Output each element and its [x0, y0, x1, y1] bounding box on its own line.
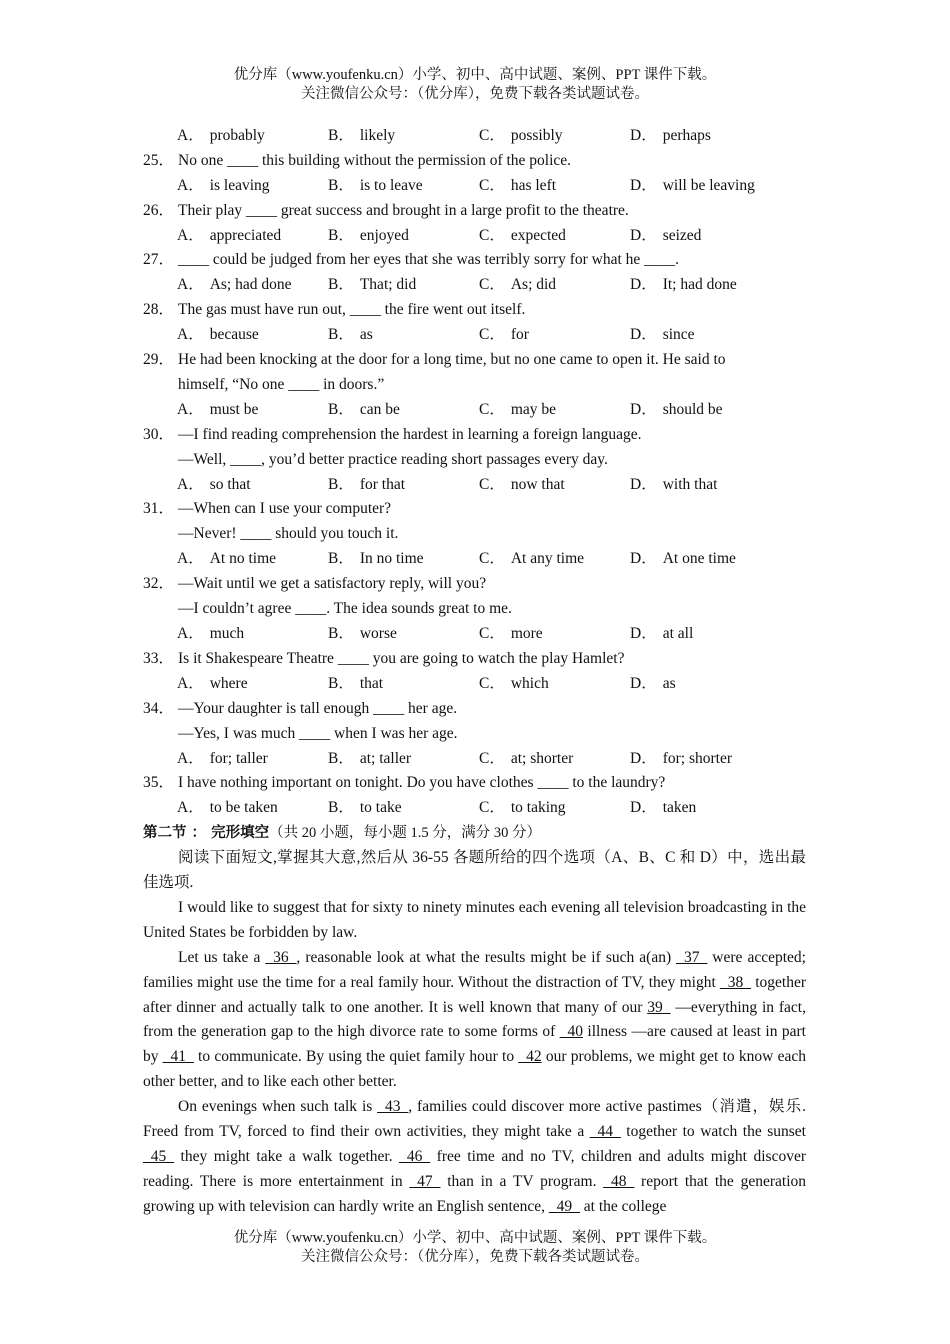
question-options — [143, 796, 806, 821]
option-a: A． for; taller — [177, 749, 268, 767]
question-options — [143, 672, 806, 697]
question-number: 35． — [143, 774, 175, 792]
cloze-blank: _42 — [518, 1048, 542, 1066]
option-b: B． to take — [328, 799, 402, 817]
option-d: D． with that — [630, 475, 718, 493]
question-options — [143, 174, 806, 199]
option-c: C． may be — [479, 400, 557, 418]
section-2-instruction: 阅读下面短文,掌握其大意,然后从 36-55 各题所给的四个选项（A、B、C 和 D）中，选出最佳选项. — [143, 849, 806, 891]
passage-paragraph-3 — [143, 1095, 806, 1220]
option-c: C． expected — [479, 226, 566, 244]
question-number: 28． — [143, 301, 175, 319]
cloze-blank: _49_ — [548, 1197, 580, 1215]
option-d: D． as — [630, 674, 676, 692]
question-options — [143, 224, 806, 249]
option-b: B． enjoyed — [328, 226, 409, 244]
passage-text: to communicate. By using the quiet family hour to — [193, 1048, 519, 1066]
question-stem — [143, 248, 806, 273]
question-stem — [143, 423, 806, 448]
option-a: A． At no time — [177, 550, 277, 568]
option-a: A． appreciated — [177, 226, 282, 244]
question-options — [143, 273, 806, 298]
question-text: —I find reading comprehension the hardest in learning a foreign language. — [178, 425, 642, 443]
option-d: D． At one time — [630, 550, 736, 568]
question-stem — [143, 199, 806, 224]
question-stem — [143, 572, 806, 597]
passage-text: , reasonable look at what the results might be if such a(an) — [296, 948, 677, 966]
cloze-blank: _47_ — [409, 1172, 441, 1190]
question-text: —Your daughter is tall enough ____ her age. — [178, 699, 458, 717]
cloze-blank: _36_ — [265, 948, 297, 966]
question-text: The gas must have run out, ____ the fire went out itself. — [178, 301, 526, 319]
passage-text: —everything in fact, from the generation gap to the high divorce rate to some forms of — [143, 998, 806, 1041]
question-stem-continued — [143, 597, 806, 622]
question-number: 29． — [143, 351, 175, 369]
question-text: ____ could be judged from her eyes that she was terribly sorry for what he ____. — [178, 251, 680, 269]
exam-content — [143, 124, 806, 1220]
option-a: A． where — [177, 674, 248, 692]
footer-line-2: 关注微信公众号：（优分库），免费下载各类试题试卷。 — [301, 1249, 649, 1265]
section-2-heading — [143, 821, 806, 846]
question-number: 26． — [143, 201, 175, 219]
option-b: B． worse — [328, 625, 397, 642]
option-d: D． for; shorter — [630, 749, 732, 767]
page-header — [0, 66, 950, 104]
option-c: C． possibly — [479, 127, 563, 144]
question-stem-continued — [143, 722, 806, 747]
option-c: C． now that — [479, 475, 565, 493]
question-stem — [143, 149, 806, 174]
question-text: Is it Shakespeare Theatre ____ you are going to watch the play Hamlet? — [178, 649, 625, 667]
cloze-blank: _38_ — [720, 973, 751, 991]
option-c: C． At any time — [479, 550, 585, 568]
question-number: 25． — [143, 151, 175, 169]
passage-text: free time and no TV, children and adults might discover reading. There is more entertainment in — [143, 1147, 806, 1190]
question-options — [143, 547, 806, 572]
question-stem — [143, 497, 806, 522]
option-b: B． is to leave — [328, 176, 423, 194]
option-c: C． more — [479, 625, 543, 642]
question-text: I have nothing important on tonight. Do you have clothes ____ to the laundry? — [178, 774, 666, 792]
option-b: B． can be — [328, 400, 400, 418]
option-d: D． since — [630, 326, 695, 344]
option-c: C． at; shorter — [479, 749, 574, 767]
footer-line-1: 优分库（www.youfenku.cn）小学、初中、高中试题、案例、PPT 课件下载。 — [233, 1230, 717, 1246]
question-number: 31． — [143, 500, 175, 518]
question-text: —Well, ____, you’d better practice reading short passages every day. — [178, 450, 608, 468]
option-d: D． seized — [630, 226, 702, 244]
passage-text: together to watch the sunset — [620, 1123, 806, 1141]
question-text: —I couldn’t agree ____. The idea sounds great to me. — [178, 600, 512, 618]
option-c: C． has left — [479, 176, 557, 194]
question-text: —When can I use your computer? — [178, 500, 392, 518]
cloze-blank: _41_ — [162, 1048, 194, 1066]
option-d: D． should be — [630, 400, 723, 418]
option-c: C． to taking — [479, 799, 566, 817]
option-c: C． which — [479, 674, 549, 692]
question-stem — [143, 348, 806, 373]
option-d: D． taken — [630, 799, 697, 817]
question-options — [143, 622, 806, 647]
passage-text: On evenings when such talk is — [178, 1098, 378, 1116]
option-b: B． for that — [328, 475, 406, 493]
question-options — [143, 473, 806, 498]
cloze-blank: _37_ — [676, 948, 708, 966]
option-a: A． probably — [177, 127, 265, 144]
question-text: He had been knocking at the door for a long time, but no one came to open it. He said to — [178, 351, 726, 369]
question-stem — [143, 771, 806, 796]
passage-text: our problems, we might get to know each other better, and to like each other better. — [143, 1048, 806, 1091]
option-d: D． It; had done — [630, 276, 737, 294]
question-stem-continued — [143, 448, 806, 473]
option-d: D． perhaps — [630, 127, 711, 144]
question-text: —Wait until we get a satisfactory reply, will you? — [178, 575, 487, 593]
question-stem-continued — [143, 373, 806, 398]
passage-text: together after dinner and actually talk to one another. It is well known that many of our — [143, 973, 806, 1016]
cloze-blank: _43_ — [377, 1098, 409, 1116]
question-number: 30． — [143, 425, 175, 443]
passage-text: illness —are caused at least in part by — [143, 1023, 806, 1066]
passage-text: at the college — [579, 1197, 667, 1215]
passage-text: Let us take a — [178, 948, 266, 966]
option-a: A． so that — [177, 475, 251, 493]
option-a: A． As; had done — [177, 276, 292, 294]
option-a: A． to be taken — [177, 799, 278, 817]
question-options — [143, 323, 806, 348]
passage-text: , families could discover more active pastimes（消遣，娱乐. Freed from TV, forced to find their own activities, they might take a — [143, 1098, 807, 1141]
question-text: —Yes, I was much ____ when I was her age. — [178, 724, 458, 742]
option-d: D． at all — [630, 625, 694, 642]
option-c: C． As; did — [479, 276, 557, 294]
cloze-blank: _44_ — [589, 1123, 621, 1141]
header-line-2: 关注微信公众号：（优分库），免费下载各类试题试卷。 — [301, 86, 649, 102]
question-text: Their play ____ great success and brought in a large profit to the theatre. — [178, 201, 629, 219]
question-stem — [143, 697, 806, 722]
question-list — [143, 149, 806, 821]
page-footer — [0, 1229, 950, 1267]
cloze-blank: _48_ — [603, 1172, 635, 1190]
question-text: No one ____ this building without the permission of the police. — [178, 151, 572, 169]
option-b: B． In no time — [328, 550, 424, 568]
passage-text: report that the generation growing up with television can hardly write an English sentence, — [143, 1172, 807, 1215]
cloze-blank: _45_ — [143, 1147, 174, 1165]
question-text: himself, “No one ____ in doors.” — [178, 375, 385, 393]
question-number: 33． — [143, 649, 175, 667]
option-b: B． That; did — [328, 276, 417, 294]
passage-paragraph-2 — [143, 946, 806, 1095]
question-stem-continued — [143, 522, 806, 547]
section-2-detail: （共 20 小题，每小题 1.5 分，满分 30 分） — [269, 825, 541, 842]
option-a: A． because — [177, 326, 259, 344]
passage-text: they might take a walk together. — [174, 1147, 400, 1165]
question-options — [143, 398, 806, 423]
question-options — [143, 747, 806, 772]
question-text: —Never! ____ should you touch it. — [178, 525, 399, 543]
cloze-blank: _46_ — [399, 1147, 431, 1165]
passage-text: than in a TV program. — [440, 1172, 604, 1190]
option-d: D． will be leaving — [630, 176, 755, 194]
header-line-1: 优分库（www.youfenku.cn）小学、初中、高中试题、案例、PPT 课件下载。 — [233, 67, 717, 83]
option-b: B． likely — [328, 127, 396, 144]
passage-text: were accepted; families might use the time for a real family hour. Without the distraction of TV, they might — [143, 948, 806, 991]
cloze-blank: _40 — [559, 1023, 583, 1041]
cloze-blank: 39_ — [647, 998, 671, 1016]
passage-paragraph-1: I would like to suggest that for sixty to ninety minutes each evening all television broadcasting in the United States be forbidden by law. — [143, 898, 806, 941]
option-a: A． must be — [177, 400, 259, 418]
question-stem — [143, 647, 806, 672]
option-b: B． at; taller — [328, 749, 412, 767]
option-a: A． much — [177, 625, 245, 642]
option-c: C． for — [479, 326, 529, 344]
question-number: 27． — [143, 251, 175, 269]
option-a: A． is leaving — [177, 176, 270, 194]
section-2-title: 第二节 ： 完形填空 — [143, 825, 270, 842]
option-b: B． that — [328, 674, 384, 692]
question-24-options — [143, 124, 806, 149]
question-number: 34． — [143, 699, 175, 717]
option-b: B． as — [328, 326, 373, 344]
question-stem — [143, 298, 806, 323]
question-number: 32． — [143, 575, 175, 593]
